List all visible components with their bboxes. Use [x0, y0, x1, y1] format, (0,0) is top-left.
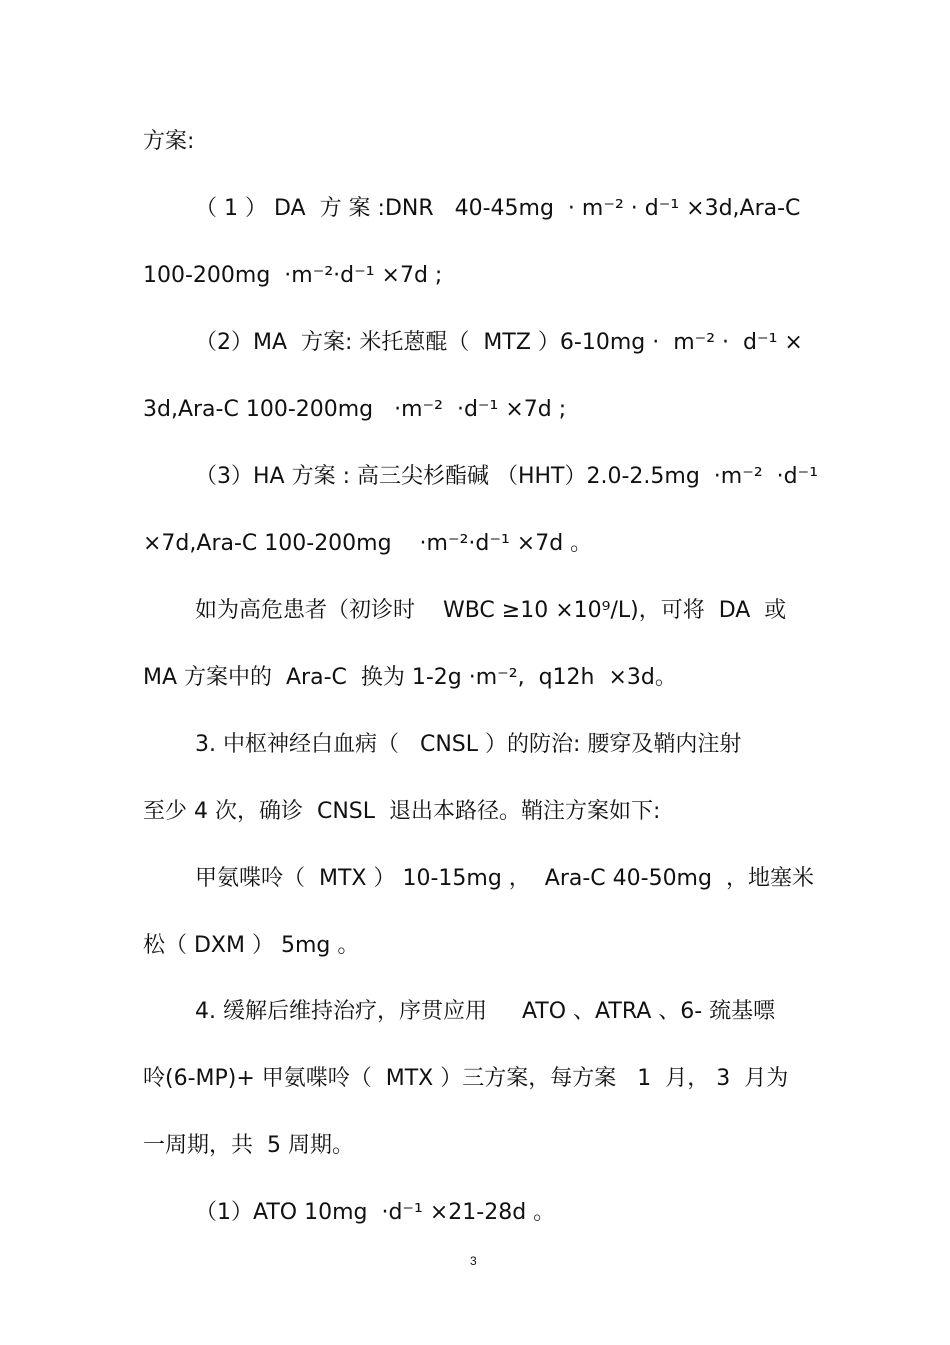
text-line: 3. 中枢神经白血病（ CNSL ）的防治: 腰穿及鞘内注射 [195, 732, 742, 757]
text-line: 如为高危患者（初诊时 WBC ≥10 ×10⁹/L)，可将 DA 或 [195, 598, 787, 623]
text-line: 3d,Ara-C 100-200mg ·m⁻² ·d⁻¹ ×7d ; [143, 397, 567, 422]
text-line: 100-200mg ·m⁻²·d⁻¹ ×7d ; [143, 263, 443, 288]
text-line: 甲氨喋呤（ MTX ） 10-15mg ， Ara-C 40-50mg ，地塞米 [195, 866, 814, 891]
text-line: （2）MA 方案: 米托蒽醌（ MTZ ）6-10mg · m⁻² · d⁻¹ × [195, 330, 803, 355]
text-line: 4. 缓解后维持治疗，序贯应用 ATO 、ATRA 、6- 巯基嘌 [195, 999, 776, 1024]
text-line: MA 方案中的 Ara-C 换为 1-2g ·m⁻², q12h ×3d。 [143, 665, 677, 690]
text-line: 至少 4 次，确诊 CNSL 退出本路径。鞘注方案如下: [143, 799, 661, 824]
text-line: （3）HA 方案 : 高三尖杉酯碱 （HHT）2.0-2.5mg ·m⁻² ·d⁻¹ [195, 464, 819, 489]
page-number: 3 [470, 1254, 477, 1268]
text-line: （1）ATO 10mg ·d⁻¹ ×21-28d 。 [195, 1200, 556, 1225]
text-line: （ 1 ） DA 方 案 :DNR 40-45mg · m⁻² · d⁻¹ ×3d,Ara-C [195, 196, 801, 221]
text-line: 方案: [143, 129, 195, 154]
text-line: 呤(6-MP)+ 甲氨喋呤（ MTX ）三方案，每方案 1 月， 3 月为 [143, 1066, 789, 1091]
text-line: 松（ DXM ） 5mg 。 [143, 933, 360, 958]
text-line: ×7d,Ara-C 100-200mg ·m⁻²·d⁻¹ ×7d 。 [143, 531, 593, 556]
text-line: 一周期，共 5 周期。 [143, 1133, 354, 1158]
